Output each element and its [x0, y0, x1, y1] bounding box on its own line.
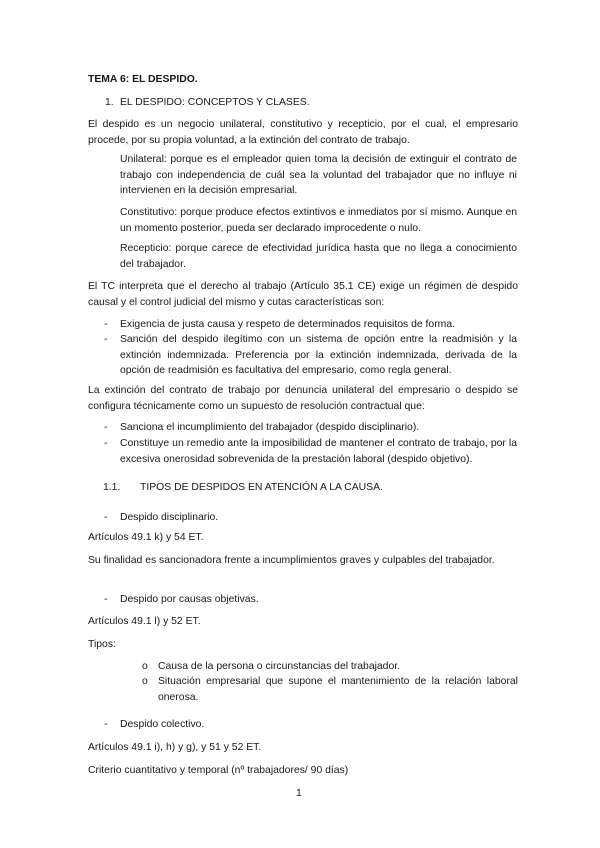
bullet-dash: - — [104, 719, 108, 730]
subsection-number: 1.1. — [103, 482, 121, 493]
bullet-dash: - — [104, 334, 108, 345]
list-item: Sanción del despido ilegítimo con un sistema de opción entre la readmisión y la extinción indemnizada. Preferencia por la extinción indemnizada, derivada de la opción de readmisión es facultativa del empresario, como regla general. — [120, 334, 517, 377]
tipo-colectivo-articulos: Artículos 49.1 i), h) y g), y 51 y 52 ET. — [88, 742, 262, 753]
list-item: Sanciona el incumplimiento del trabajador (despido disciplinario). — [120, 422, 420, 433]
list-item: Situación empresarial que supone el mantenimiento de la relación laboral onerosa. — [158, 676, 518, 703]
bullet-dash: - — [104, 594, 108, 605]
bullet-circle: o — [142, 661, 148, 672]
document-title: TEMA 6: EL DESPIDO. — [88, 74, 198, 85]
tipo-colectivo-criterio: Criterio cuantitativo y temporal (nº trabajadores/ 90 días) — [88, 765, 349, 776]
tipos-label: Tipos: — [88, 639, 116, 650]
bullet-dash: - — [104, 512, 108, 523]
list-item: Constituye un remedio ante la imposibilidad de mantener el contrato de trabajo, por la excesiva onerosidad sobrevenida de la prestación laboral (despido objetivo). — [120, 438, 517, 465]
extincion-paragraph: La extinción del contrato de trabajo por denuncia unilateral del empresario o despido se configura técnicamente como un supuesto de resolución contractual que: — [88, 385, 518, 412]
tipo-objetivo-articulos: Artículos 49.1 l) y 52 ET. — [88, 616, 201, 627]
tipo-disciplinario-finalidad: Su finalidad es sancionadora frente a incumplimientos graves y culpables del trabajador. — [88, 555, 495, 566]
bullet-circle: o — [142, 676, 148, 687]
page-number: 1 — [296, 788, 302, 799]
tipo-colectivo: Despido colectivo. — [120, 719, 205, 730]
tipo-disciplinario-articulos: Artículos 49.1 k) y 54 ET. — [88, 532, 204, 543]
bullet-dash: - — [104, 438, 108, 449]
section-number: 1. — [105, 97, 114, 108]
bullet-dash: - — [104, 319, 108, 330]
section-heading: EL DESPIDO: CONCEPTOS Y CLASES. — [120, 97, 310, 108]
list-item: Exigencia de justa causa y respeto de determinados requisitos de forma. — [120, 319, 455, 330]
subsection-heading: TIPOS DE DESPIDOS EN ATENCIÓN A LA CAUSA. — [140, 482, 383, 493]
definition-unilateral: Unilateral: porque es el empleador quien toma la decisión de extinguir el contrato de trabajo con independencia de cuál sea la voluntad del trabajador que no influye ni intervienen en la decisión empresarial. — [120, 154, 517, 197]
tipo-objetivo: Despido por causas objetivas. — [120, 594, 259, 605]
list-item: Causa de la persona o circunstancias del trabajador. — [158, 661, 401, 672]
definition-recepticio: Recepticio: porque carece de efectividad jurídica hasta que no llega a conocimiento del trabajador. — [120, 243, 517, 270]
definition-constitutivo: Constitutivo: porque produce efectos extintivos e inmediatos por sí mismo. Aunque en un momento posterior, pueda ser declarado improcedente o nulo. — [120, 207, 517, 234]
bullet-dash: - — [104, 422, 108, 433]
tc-paragraph: El TC interpreta que el derecho al trabajo (Artículo 35.1 CE) exige un régimen de despido causal y el control judicial del mismo y cutas características son: — [88, 281, 518, 308]
tipo-disciplinario: Despido disciplinario. — [120, 512, 219, 523]
intro-paragraph: El despido es un negocio unilateral, constitutivo y recepticio, por el cual, el empresario procede, por su propia voluntad, a la extinción del contrato de trabajo. — [88, 119, 518, 146]
